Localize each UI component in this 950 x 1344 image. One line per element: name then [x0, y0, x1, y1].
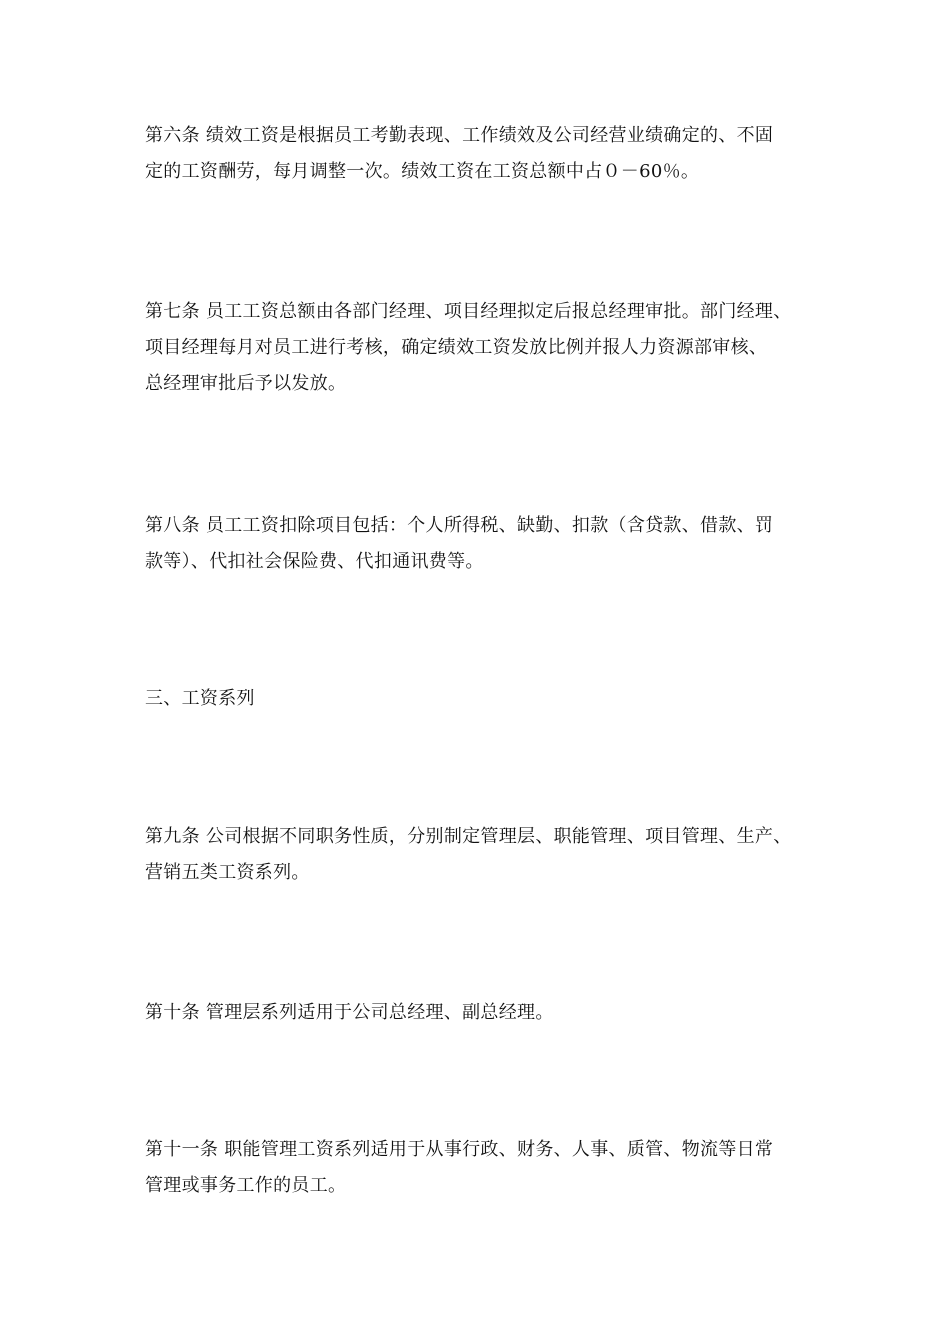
- article-11-paragraph: [145, 1132, 825, 1204]
- article-8-paragraph: [145, 508, 825, 580]
- paragraph-line: 第十条 管理层系列适用于公司总经理、副总经理。: [145, 1002, 554, 1023]
- article-6-paragraph: [145, 118, 825, 190]
- paragraph-line: 款等）、代扣社会保险费、代扣通讯费等。: [145, 551, 484, 572]
- paragraph-line: 第九条 公司根据不同职务性质，分别制定管理层、职能管理、项目管理、生产、: [145, 826, 792, 847]
- article-9-paragraph: [145, 819, 825, 891]
- paragraph-line: 第十一条 职能管理工资系列适用于从事行政、财务、人事、质管、物流等日常: [145, 1139, 774, 1160]
- paragraph-line: 定的工资酬劳，每月调整一次。绩效工资在工资总额中占０－60％。: [145, 161, 700, 182]
- section-heading-salary-series: [145, 681, 825, 717]
- paragraph-line: 第八条 员工工资扣除项目包括：个人所得税、缺勤、扣款（含贷款、借款、罚: [145, 515, 774, 536]
- article-10-paragraph: [145, 995, 825, 1031]
- article-7-paragraph: [145, 294, 825, 402]
- paragraph-line: 营销五类工资系列。: [145, 862, 310, 883]
- paragraph-line: 第七条 员工工资总额由各部门经理、项目经理拟定后报总经理审批。部门经理、: [145, 301, 792, 322]
- paragraph-line: 项目经理每月对员工进行考核，确定绩效工资发放比例并报人力资源部审核、: [145, 337, 768, 358]
- paragraph-line: 第六条 绩效工资是根据员工考勤表现、工作绩效及公司经营业绩确定的、不固: [145, 125, 774, 146]
- section-heading-text: 三、工资系列: [145, 688, 255, 709]
- paragraph-line: 总经理审批后予以发放。: [145, 373, 347, 394]
- paragraph-line: 管理或事务工作的员工。: [145, 1175, 347, 1196]
